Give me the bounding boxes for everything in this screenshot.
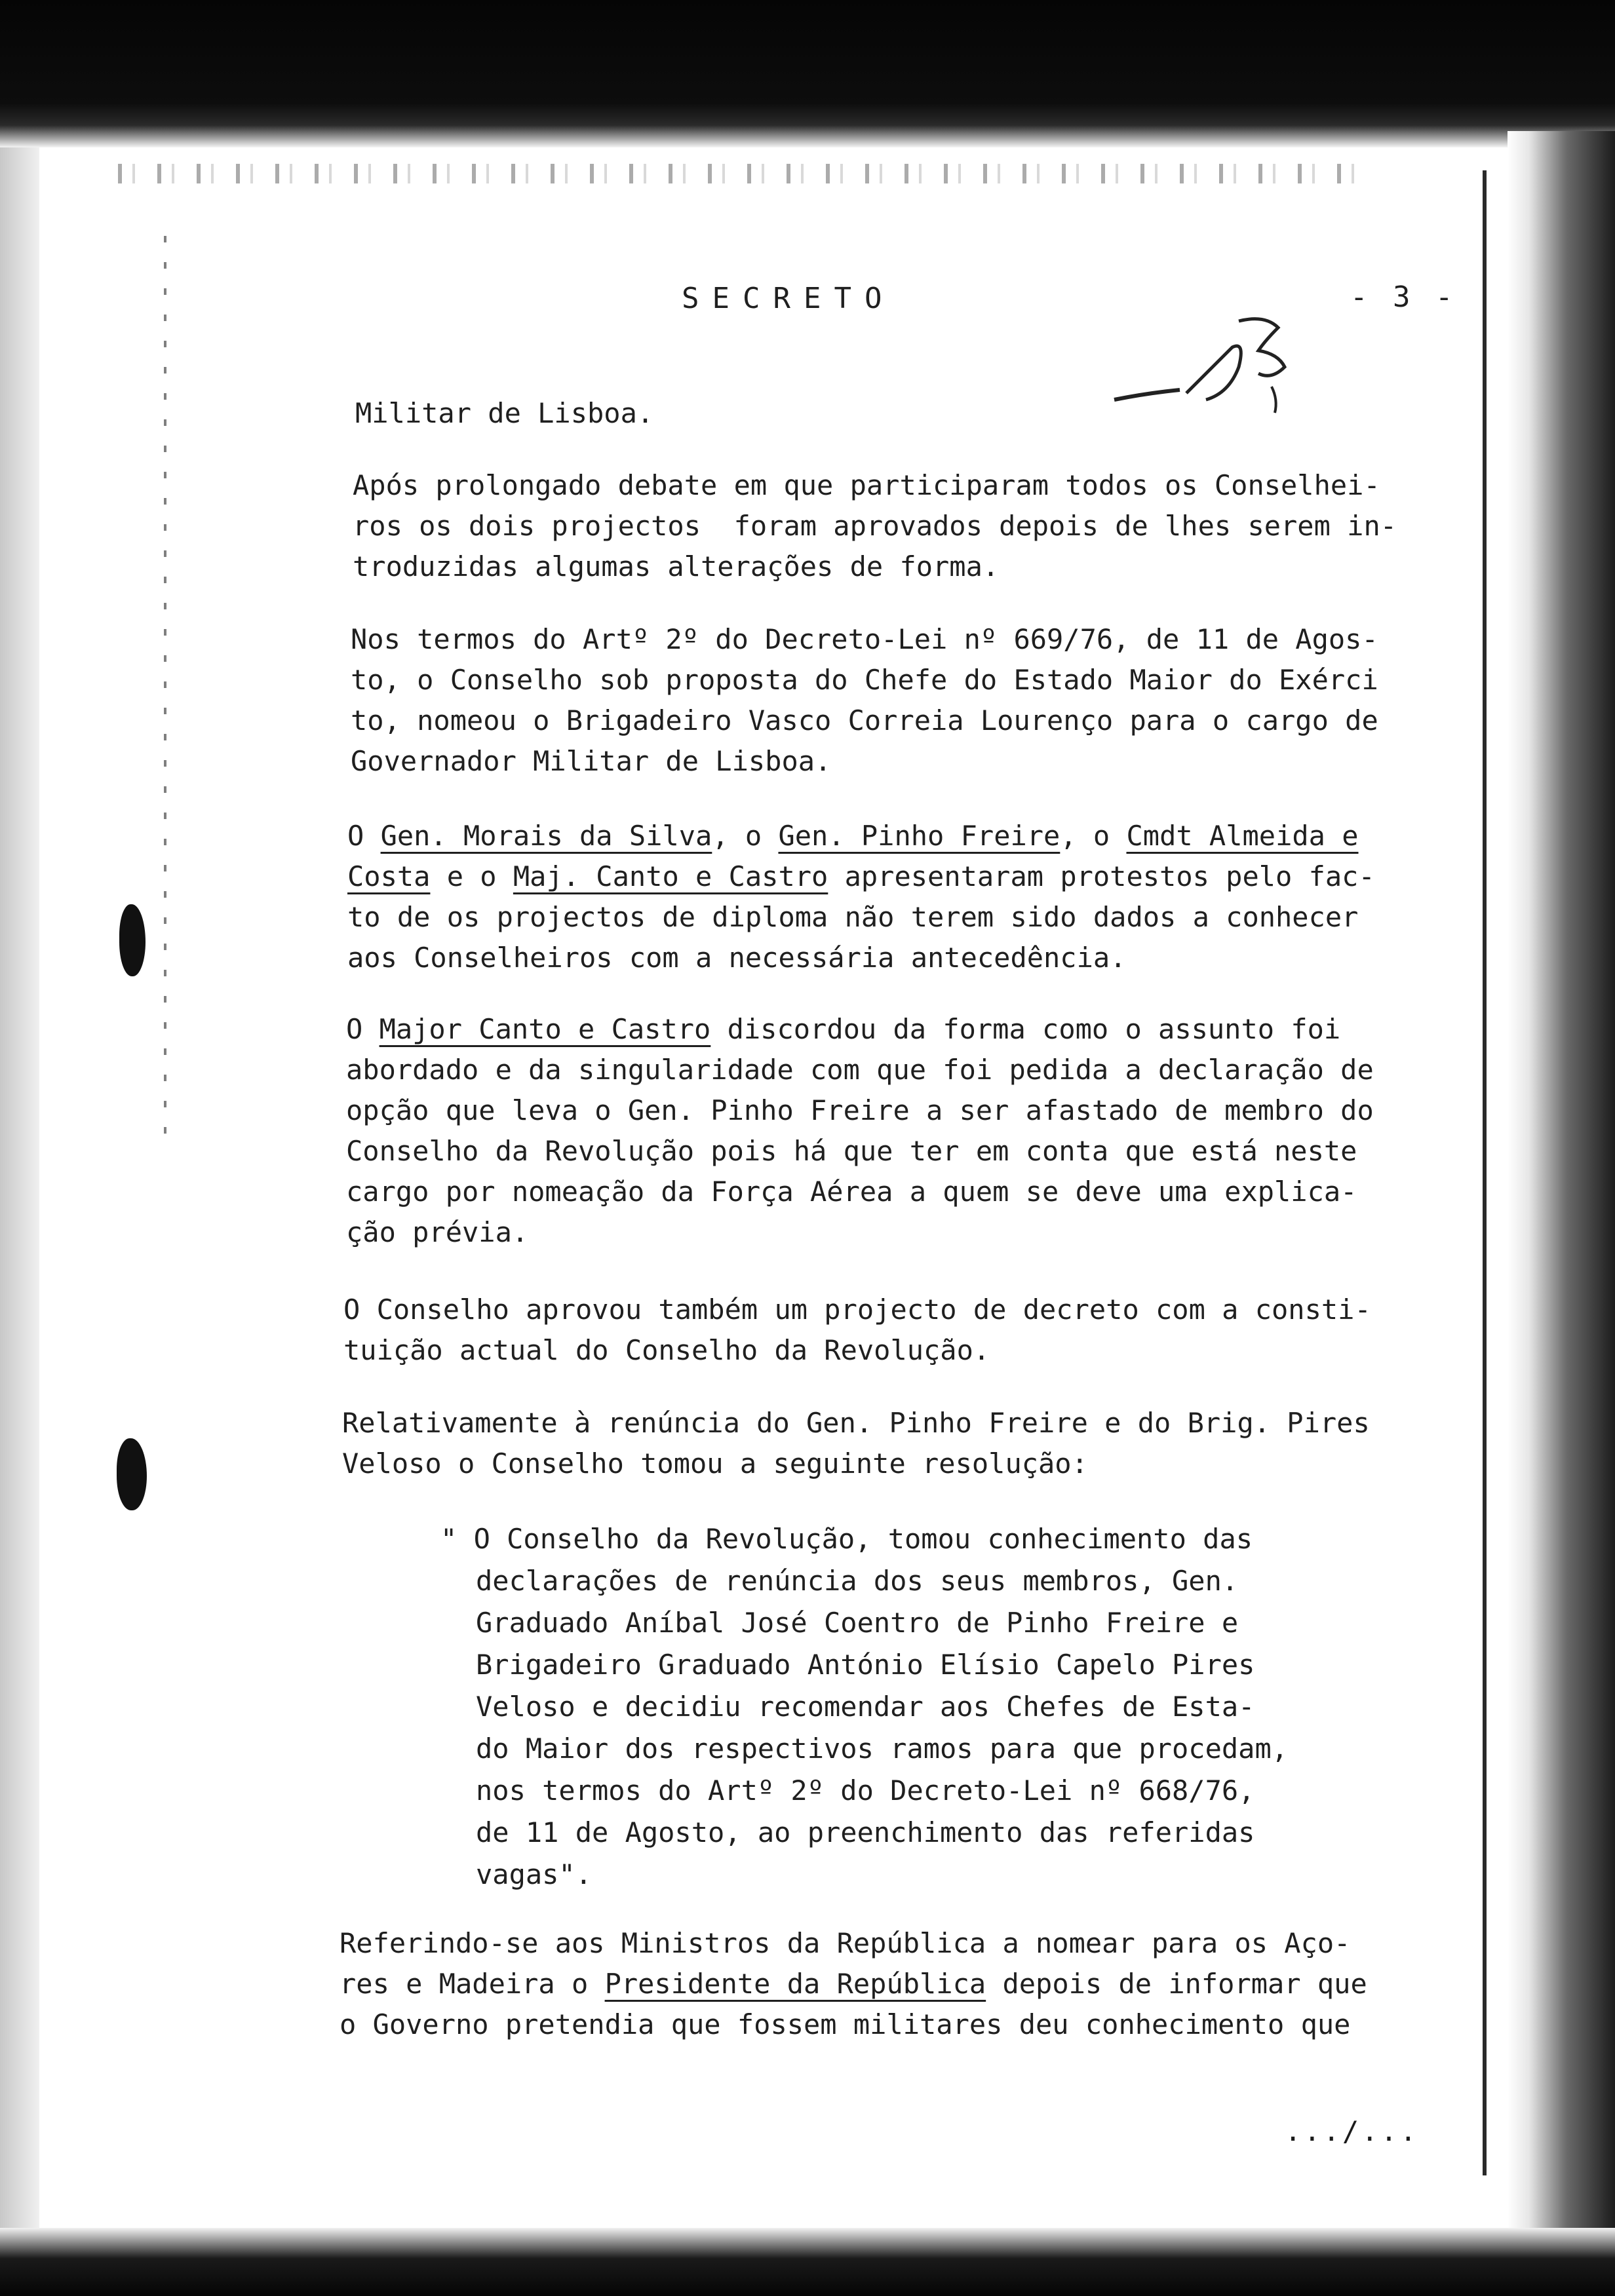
paragraph-line: tuição actual do Conselho da Revolução.	[343, 1334, 990, 1366]
paragraph-line	[346, 1009, 1340, 1050]
paragraph-line: Governador Militar de Lisboa.	[351, 745, 832, 777]
text-run: discordou da forma como o assunto foi	[710, 1013, 1341, 1045]
scan-left-border	[0, 147, 39, 2231]
paragraph-line: Após prolongado debate em que participaram todos os Conselhei-	[353, 469, 1380, 501]
punch-hole-top	[119, 904, 146, 976]
page-number: - 3 -	[1350, 280, 1457, 314]
paragraph-line	[340, 1964, 1367, 2004]
quote-line: vagas".	[476, 1858, 593, 1890]
continuation-marker: .../...	[1285, 2115, 1420, 2147]
paragraph-line: ros os dois projectos foram aprovados depois de lhes serem in-	[353, 510, 1397, 542]
paragraph-line: O Conselho aprovou também um projecto de decreto com a consti-	[343, 1293, 1371, 1326]
paragraph-line: Veloso o Conselho tomou a seguinte resolução:	[342, 1447, 1088, 1480]
text-run: O	[346, 1013, 379, 1045]
paragraph-line: Militar de Lisboa.	[355, 397, 654, 429]
paragraph-line: opção que leva o Gen. Pinho Freire a ser afastado de membro do	[346, 1094, 1374, 1126]
paragraph-line: aos Conselheiros com a necessária antecedência.	[347, 942, 1127, 974]
text-run: , o	[712, 820, 779, 852]
scan-top-border	[0, 0, 1615, 147]
text-run: O	[347, 820, 381, 852]
underlined-name: Gen. Morais da Silva	[380, 820, 712, 852]
paragraph-line: abordado e da singularidade com que foi pedida a declaração de	[346, 1054, 1374, 1086]
paragraph-line: to, nomeou o Brigadeiro Vasco Correia Lourenço para o cargo de	[351, 704, 1378, 737]
quote-line: do Maior dos respectivos ramos para que procedam,	[476, 1732, 1289, 1765]
underlined-name: Gen. Pinho Freire	[778, 820, 1060, 852]
underlined-name: Presidente da República	[604, 1968, 986, 2000]
scan-speckle	[118, 164, 1363, 183]
quote-line: Graduado Aníbal José Coentro de Pinho Freire e	[476, 1607, 1239, 1639]
quote-line: " O Conselho da Revolução, tomou conhecimento das	[440, 1523, 1253, 1555]
text-run: apresentaram protestos pelo fac-	[828, 860, 1375, 892]
scan-right-line	[1483, 170, 1487, 2175]
paragraph-line: troduzidas algumas alterações de forma.	[353, 550, 1000, 583]
paragraph-line: Conselho da Revolução pois há que ter em conta que está neste	[346, 1135, 1357, 1167]
underlined-name: Costa	[347, 860, 431, 892]
punch-hole-bottom	[117, 1438, 147, 1510]
quote-line: de 11 de Agosto, ao preenchimento das referidas	[476, 1816, 1255, 1848]
paragraph-line: Referindo-se aos Ministros da República a nomear para os Aço-	[340, 1927, 1351, 1959]
text-run: e o	[430, 860, 513, 892]
quote-line: nos termos do Artº 2º do Decreto-Lei nº 668/76,	[476, 1774, 1255, 1807]
paragraph-line	[347, 816, 1359, 856]
scan-right-border	[1508, 131, 1615, 2248]
scan-bottom-border	[0, 2228, 1615, 2296]
text-run: res e Madeira o	[340, 1968, 605, 2000]
underlined-name: Cmdt Almeida e	[1126, 820, 1359, 852]
quote-line: declarações de renúncia dos seus membros, Gen.	[476, 1565, 1239, 1597]
paragraph-line: to, o Conselho sob proposta do Chefe do Estado Maior do Exérci	[351, 664, 1378, 696]
underlined-name: Major Canto e Castro	[379, 1013, 711, 1045]
paragraph-line: Nos termos do Artº 2º do Decreto-Lei nº 669/76, de 11 de Agos-	[351, 623, 1378, 655]
handwritten-initials	[1108, 301, 1317, 432]
paragraph-line: ção prévia.	[346, 1216, 529, 1248]
paragraph-line	[347, 856, 1375, 897]
quote-line: Veloso e decidiu recomendar aos Chefes de Esta-	[476, 1691, 1255, 1723]
underlined-name: Maj. Canto e Castro	[513, 860, 828, 892]
quote-line: Brigadeiro Graduado António Elísio Capelo Pires	[476, 1649, 1255, 1681]
classification-heading: SECRETO	[682, 282, 895, 315]
paragraph-line: Relativamente à renúncia do Gen. Pinho Freire e do Brig. Pires	[342, 1407, 1370, 1439]
text-run: , o	[1060, 820, 1127, 852]
text-run: depois de informar que	[986, 1968, 1367, 2000]
paragraph-line: o Governo pretendia que fossem militares deu conhecimento que	[340, 2008, 1351, 2040]
paragraph-line: cargo por nomeação da Força Aérea a quem se deve uma explica-	[346, 1176, 1357, 1208]
paragraph-line: to de os projectos de diploma não terem sido dados a conhecer	[347, 901, 1359, 933]
scan-left-mark	[164, 236, 166, 1153]
